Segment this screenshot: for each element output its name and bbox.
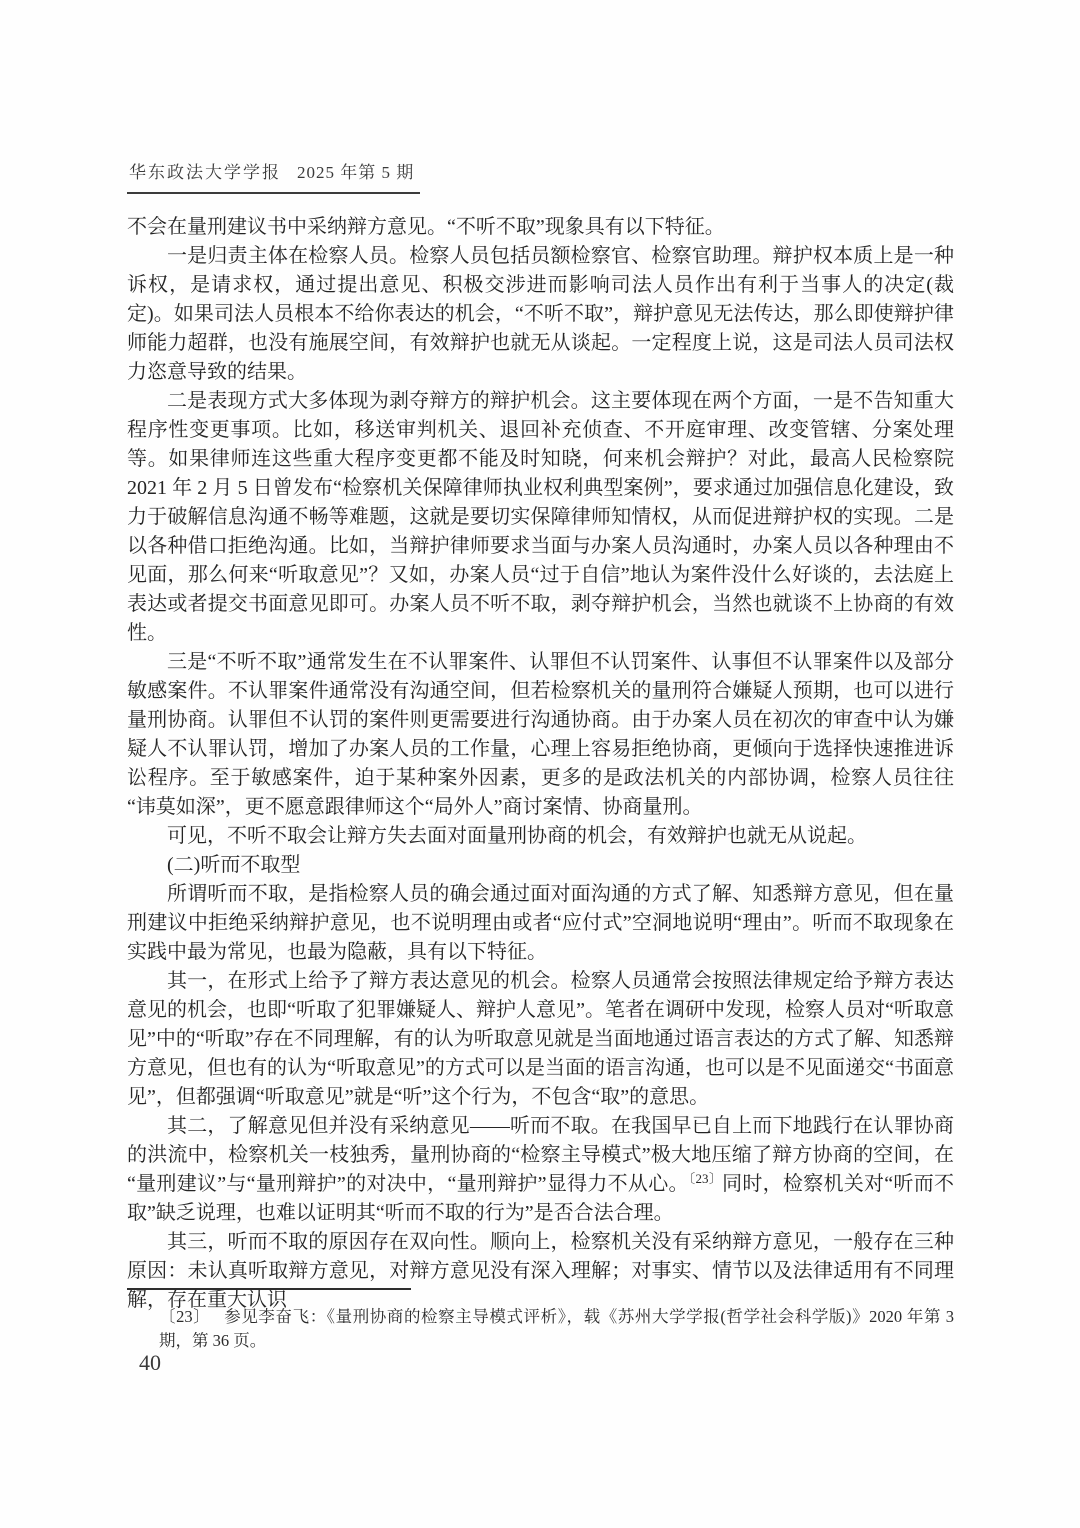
issue-label: 2025 年第 5 期 [297,163,415,182]
footnote-text: 参见李奋飞：《量刑协商的检察主导模式评析》，载《苏州大学学报(哲学社会科学版)》2020 年第 3 期，第 36 页。 [159,1307,954,1350]
paragraph: 二是表现方式大多体现为剥夺辩方的辩护机会。这主要体现在两个方面，一是不告知重大程序性变更事项。比如，移送审判机关、退回补充侦查、不开庭审理、改变管辖、分案处理等。如果律师连这些重大程序变更都不能及时知晓，何来机会辩护？对此，最高人民检察院 2021 年 2 月 5 日曾发布“检察机关保障律师执业权利典型案例”，要求通过加强信息化建设，致力于破解信息沟通不畅等难题，这就是要切实保障律师知情权，从而促进辩护权的实现。二是以各种借口拒绝沟通。比如，当辩护律师要求当面与办案人员沟通时，办案人员以各种理由不见面，那么何来“听取意见”？又如，办案人员“过于自信”地认为案件没什么好谈的，去法庭上表达或者提交书面意见即可。办案人员不听不取，剥夺辩护机会，当然也就谈不上协商的有效性。 [127,390,954,644]
footnote-ref-23: 〔23〕 [688,1171,723,1186]
footnote-marker: 〔23〕 [159,1307,211,1326]
footnote-separator [127,1288,411,1290]
paragraph: 三是“不听不取”通常发生在不认罪案件、认罪但不认罚案件、认事但不认罪案件以及部分敏感案件。不认罪案件通常没有沟通空间，但若检察机关的量刑符合嫌疑人预期，也可以进行量刑协商。认罪但不认罚的案件则更需要进行沟通协商。由于办案人员在初次的审查中认为嫌疑人不认罪认罚，增加了办案人员的工作量，心理上容易拒绝协商，更倾向于选择快速推进诉讼程序。至于敏感案件，迫于某种案外因素，更多的是政法机关的内部协调，检察人员往往“讳莫如深”，更不愿意跟律师这个“局外人”商讨案情、协商量刑。 [127,651,954,818]
paragraph [127,1112,954,1228]
footnote-area [127,1288,954,1353]
paragraph-text: 同时，检察机关对“听而不取”缺乏说理，也难以证明其“听而不取的行为”是否合法合理。 [127,1173,954,1224]
paragraph: 所谓听而不取，是指检察人员的确会通过面对面沟通的方式了解、知悉辩方意见，但在量刑建议中拒绝采纳辩护意见，也不说明理由或者“应付式”空洞地说明“理由”。听而不取现象在实践中最为常见，也最为隐蔽，具有以下特征。 [127,883,954,963]
page-header [127,158,420,194]
paragraph: 其三，听而不取的原因存在双向性。顺向上，检察机关没有采纳辩方意见，一般存在三种原因：未认真听取辩方意见，对辩方意见没有深入理解；对事实、情节以及法律适用有不同理解，存在重大认识 [127,1231,954,1311]
paragraph: 一是归责主体在检察人员。检察人员包括员额检察官、检察官助理。辩护权本质上是一种诉权，是请求权，通过提出意见、积极交涉进而影响司法人员作出有利于当事人的决定(裁定)。如果司法人员根本不给你表达的机会，“不听不取”，辩护意见无法传达，那么即使辩护律师能力超群，也没有施展空间，有效辩护也就无从谈起。一定程度上说，这是司法人员司法权力恣意导致的结果。 [127,245,954,383]
header-rule [127,158,420,194]
paragraph-text: 其二，了解意见但并没有采纳意见——听而不取。在我国早已自上而下地践行在认罪协商的洪流中，检察机关一枝独秀，量刑协商的“检察主导模式”极大地压缩了辩方协商的空间，在“量刑建议”与“量刑辩护”的对决中，“量刑辩护”显得力不从心。 [127,1115,954,1195]
footnote [127,1305,954,1353]
journal-name: 华东政法大学学报 [129,163,281,182]
page-number: 40 [139,1350,161,1375]
paragraph: 不会在量刑建议书中采纳辩方意见。“不听不取”现象具有以下特征。 [127,216,725,238]
article-body [127,213,954,1315]
paragraph: 其一，在形式上给予了辩方表达意见的机会。检察人员通常会按照法律规定给予辩方表达意见的机会，也即“听取了犯罪嫌疑人、辩护人意见”。笔者在调研中发现，检察人员对“听取意见”中的“听取”存在不同理解，有的认为听取意见就是当面地通过语言表达的方式了解、知悉辩方意见，但也有的认为“听取意见”的方式可以是当面的语言沟通，也可以是不见面递交“书面意见”，但都强调“听取意见”就是“听”这个行为，不包含“取”的意思。 [127,970,954,1108]
paragraph: 可见，不听不取会让辩方失去面对面量刑协商的机会，有效辩护也就无从说起。 [167,825,867,847]
section-heading: (二)听而不取型 [167,854,301,876]
